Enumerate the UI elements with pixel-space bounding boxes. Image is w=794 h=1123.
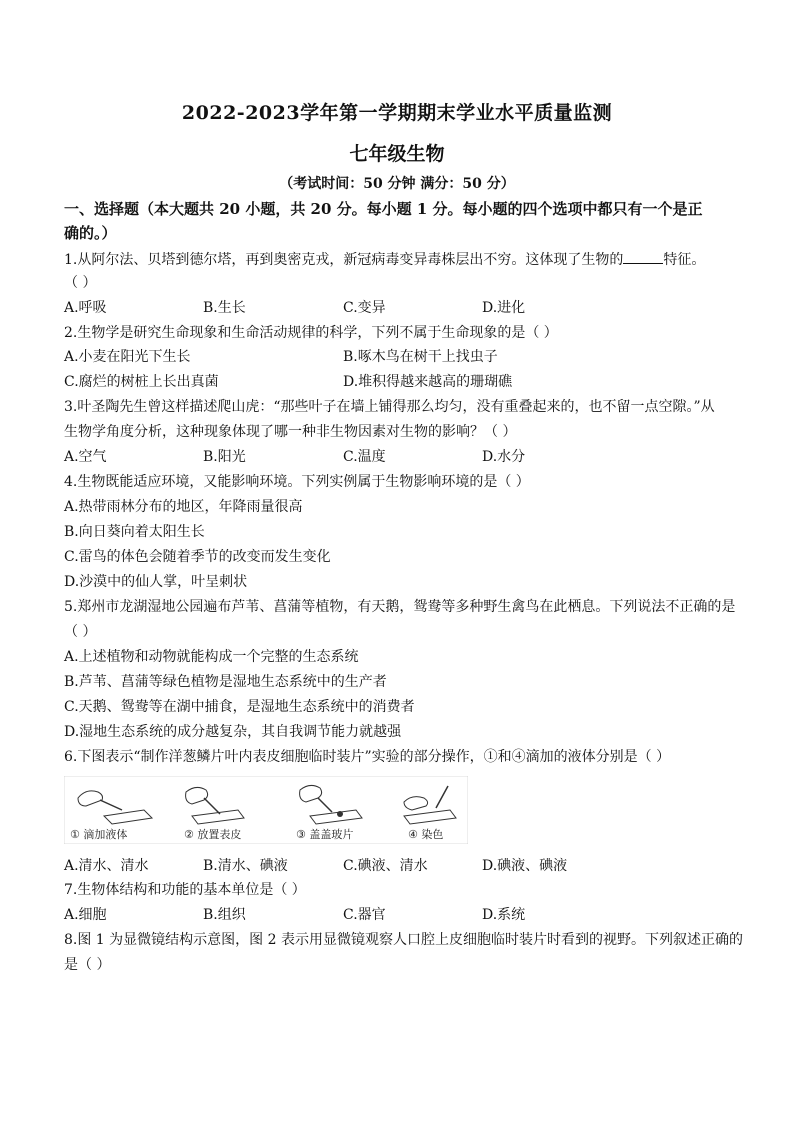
q5-option-a: A.上述植物和动物就能构成一个完整的生态系统 — [64, 649, 359, 665]
q3-option-c: C.温度 — [343, 449, 386, 465]
answer-blank — [623, 249, 663, 264]
question-5-bracket: （ ） — [64, 624, 97, 640]
question-4-text: 4.生物既能适应环境，又能影响环境。下列实例属于生物影响环境的是（ ） — [64, 474, 530, 490]
q6-option-d: D.碘液、碘液 — [482, 858, 568, 874]
q1-option-a: A.呼吸 — [64, 300, 107, 316]
q6-option-c: C.碘液、清水 — [343, 858, 428, 874]
q4-option-b: B.向日葵向着太阳生长 — [64, 524, 205, 540]
exam-title: 2022-2023学年第一学期期末学业水平质量监测 — [181, 102, 613, 124]
q2-option-b: B.啄木鸟在树干上找虫子 — [343, 349, 498, 365]
q1-option-b: B.生长 — [203, 300, 246, 316]
q3-option-b: B.阳光 — [203, 449, 246, 465]
q5-option-c: C.天鹅、鸳鸯等在湖中捕食，是湿地生态系统中的消费者 — [64, 699, 415, 715]
q1-option-d: D.进化 — [482, 300, 526, 316]
question-6-text: 6.下图表示“制作洋葱鳞片叶内表皮细胞临时装片”实验的部分操作，①和④滴加的液体分别是（ ） — [64, 749, 671, 765]
q6-option-b: B.清水、碘液 — [203, 858, 288, 874]
q7-option-c: C.器官 — [343, 907, 386, 923]
q3-option-a: A.空气 — [64, 449, 107, 465]
q1-option-c: C.变异 — [343, 300, 386, 316]
q3-option-d: D.水分 — [482, 449, 526, 465]
figure-caption-4: ④ 染色 — [408, 828, 444, 841]
question-3-text-cont: 生物学角度分析，这种现象体现了哪一种非生物因素对生物的影响？（ ） — [64, 424, 517, 440]
figure-caption-3: ③ 盖盖玻片 — [296, 828, 354, 841]
q2-option-a: A.小麦在阳光下生长 — [64, 349, 191, 365]
question-7-text: 7.生物体结构和功能的基本单位是（ ） — [64, 882, 306, 898]
question-3-text: 3.叶圣陶先生曾这样描述爬山虎：“那些叶子在墙上铺得那么均匀，没有重叠起来的，也不留一点空隙。”从 — [64, 399, 715, 415]
question-5-text: 5.郑州市龙湖湿地公园遍布芦苇、菖蒲等植物，有天鹅，鸳鸯等多种野生禽鸟在此栖息。下列说法不正确的是 — [64, 599, 736, 615]
figure-caption-1: ① 滴加液体 — [70, 828, 128, 841]
q2-option-c: C.腐烂的树桩上长出真菌 — [64, 374, 219, 390]
question-2-text: 2.生物学是研究生命现象和生命活动规律的科学，下列不属于生命现象的是（ ） — [64, 325, 558, 341]
q7-option-b: B.组织 — [203, 907, 246, 923]
question-8-text: 8.图 1 为显微镜结构示意图，图 2 表示用显微镜观察人口腔上皮细胞临时装片时看到的视野。下列叙述正确的 — [64, 932, 743, 948]
q5-option-d: D.湿地生态系统的成分越复杂，其自我调节能力就越强 — [64, 724, 402, 740]
figure-caption-2: ② 放置表皮 — [184, 828, 242, 841]
q4-option-a: A.热带雨林分布的地区，年降雨量很高 — [64, 499, 303, 515]
slide-procedure-figure — [64, 776, 468, 844]
section-heading-cont: 确的。） — [64, 224, 117, 242]
q7-option-d: D.系统 — [482, 907, 526, 923]
exam-subject: 七年级生物 — [349, 143, 445, 165]
question-1-text: 1.从阿尔法、贝塔到德尔塔，再到奥密克戎，新冠病毒变异毒株层出不穷。这体现了生物的 特征。 — [64, 249, 705, 270]
q5-option-b: B.芦苇、菖蒲等绿色植物是湿地生态系统中的生产者 — [64, 674, 387, 690]
question-8-text-cont: 是（ ） — [64, 957, 111, 973]
q6-option-a: A.清水、清水 — [64, 858, 149, 874]
q4-option-d: D.沙漠中的仙人掌，叶呈刺状 — [64, 574, 248, 590]
q7-option-a: A.细胞 — [64, 907, 107, 923]
section-heading: 一、选择题（本大题共 20 小题，共 20 分。每小题 1 分。每小题的四个选项中都只有一个是正 — [64, 200, 703, 218]
q2-option-d: D.堆积得越来越高的珊瑚礁 — [343, 374, 513, 390]
exam-info: （考试时间：50 分钟 满分：50 分） — [279, 176, 515, 192]
question-1-bracket: （ ） — [64, 275, 97, 291]
q4-option-c: C.雷鸟的体色会随着季节的改变而发生变化 — [64, 549, 331, 565]
